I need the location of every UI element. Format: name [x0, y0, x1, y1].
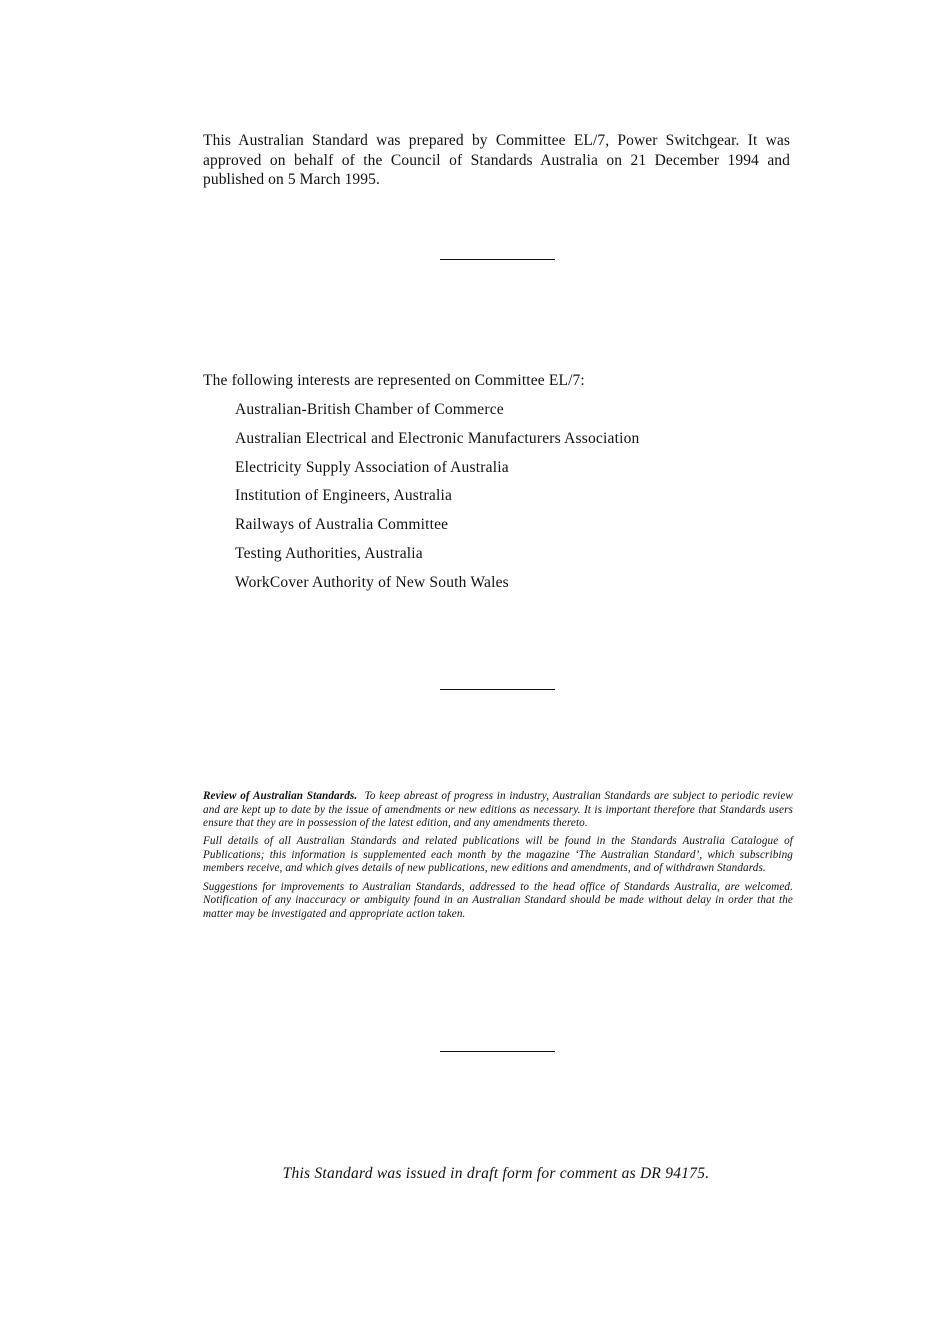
review-notes: [203, 790, 793, 926]
section-divider: [440, 259, 555, 260]
review-text: To keep abreast of progress in industry, Australian Standards are subject to periodic review and are kept up to date by the issue of amendments or new editions as necessary. It is important therefore that Standards users ensure that they are in possession of the latest edition, and any amendments thereto.: [203, 790, 793, 830]
section-divider: [440, 689, 555, 690]
list-item: Testing Authorities, Australia: [235, 544, 423, 562]
list-item: Institution of Engineers, Australia: [235, 487, 453, 505]
review-heading: Review of Australian Standards.: [203, 790, 358, 802]
interests-intro: The following interests are represented on Committee EL/7:: [203, 372, 585, 389]
draft-notice: This Standard was issued in draft form for comment as DR 94175.: [282, 1165, 710, 1182]
review-paragraph: [203, 790, 793, 831]
catalogue-paragraph: Full details of all Australian Standards and related publications will be found in the Standards Australia Catalogue of Publications; this information is supplemented each month by the magazine ‘The Australian Standard’, which subscribing members receive, and which gives details of new publications, new editions and amendments, and of withdrawn Standards.: [203, 835, 793, 875]
preparation-statement: This Australian Standard was prepared by Committee EL/7, Power Switchgear. It was approved on behalf of the Council of Standards Australia on 21 December 1994 and published on 5 March 1995.: [203, 132, 790, 188]
section-divider: [440, 1051, 555, 1052]
committee-member-list: [235, 400, 640, 602]
list-item: WorkCover Authority of New South Wales: [235, 573, 509, 591]
list-item: Railways of Australia Committee: [235, 516, 449, 534]
suggestions-paragraph: Suggestions for improvements to Australian Standards, addressed to the head office of Standards Australia, are welcomed. Notification of any inaccuracy or ambiguity found in an Australian Standard should be made without delay in order that the matter may be investigated and appropriate action taken.: [203, 880, 793, 920]
list-item: Australian Electrical and Electronic Manufacturers Association: [235, 429, 640, 447]
list-item: Electricity Supply Association of Australia: [235, 458, 509, 476]
list-item: Australian-British Chamber of Commerce: [235, 401, 504, 418]
